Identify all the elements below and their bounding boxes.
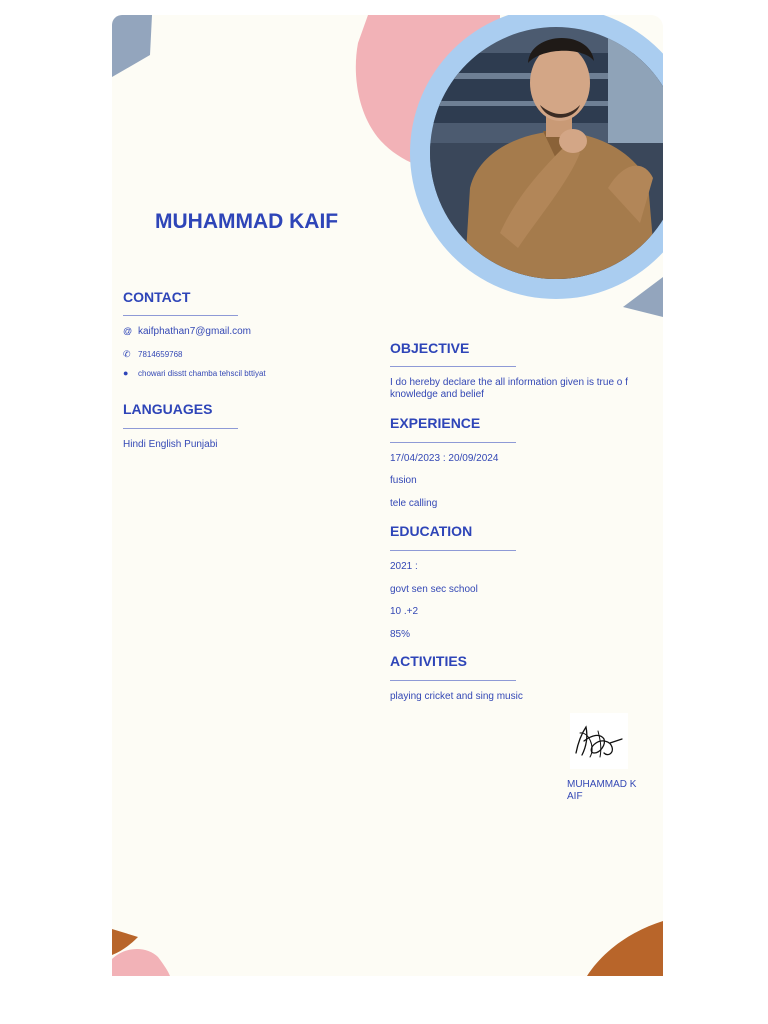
experience-dates: 17/04/2023 : 20/09/2024 xyxy=(390,453,499,464)
objective-divider xyxy=(390,366,516,367)
contact-phone: 7814659768 xyxy=(138,350,183,359)
contact-email-row xyxy=(123,326,251,337)
signature-image xyxy=(570,713,628,769)
resume-page xyxy=(112,15,663,976)
education-school: govt sen sec school xyxy=(390,584,478,595)
experience-divider xyxy=(390,442,516,443)
signature-name: MUHAMMAD K AIF xyxy=(567,779,637,802)
profile-photo xyxy=(408,15,663,301)
bottom-left-shape xyxy=(112,929,172,976)
experience-heading: EXPERIENCE xyxy=(390,415,481,431)
languages-text: Hindi English Punjabi xyxy=(123,439,218,450)
contact-address: chowari disstt chamba tehscil bttiyat xyxy=(138,369,266,378)
contact-divider xyxy=(123,315,238,316)
activities-divider xyxy=(390,680,516,681)
experience-role: tele calling xyxy=(390,498,438,509)
experience-company: fusion xyxy=(390,475,417,486)
education-divider xyxy=(390,550,516,551)
contact-phone-row xyxy=(123,349,183,360)
location-pin-icon: ● xyxy=(123,368,129,378)
education-year: 2021 : xyxy=(390,561,418,572)
activities-text: playing cricket and sing music xyxy=(390,691,523,702)
education-score: 85% xyxy=(390,629,411,640)
person-name: MUHAMMAD KAIF xyxy=(155,210,339,233)
at-icon: @ xyxy=(123,326,133,336)
education-level: 10 .+2 xyxy=(390,606,419,617)
objective-heading: OBJECTIVE xyxy=(390,340,470,356)
contact-heading: CONTACT xyxy=(123,289,191,305)
phone-icon: ✆ xyxy=(123,349,131,359)
bottom-right-shape xyxy=(583,921,663,976)
objective-text: I do hereby declare the all information given is true o f knowledge and belief xyxy=(390,377,628,400)
languages-divider xyxy=(123,428,238,429)
languages-heading: LANGUAGES xyxy=(123,401,213,417)
education-heading: EDUCATION xyxy=(390,523,473,539)
contact-email: kaifphathan7@gmail.com xyxy=(138,326,251,337)
top-left-slate-shape xyxy=(112,15,154,77)
contact-address-row xyxy=(123,368,266,378)
activities-heading: ACTIVITIES xyxy=(390,653,468,669)
